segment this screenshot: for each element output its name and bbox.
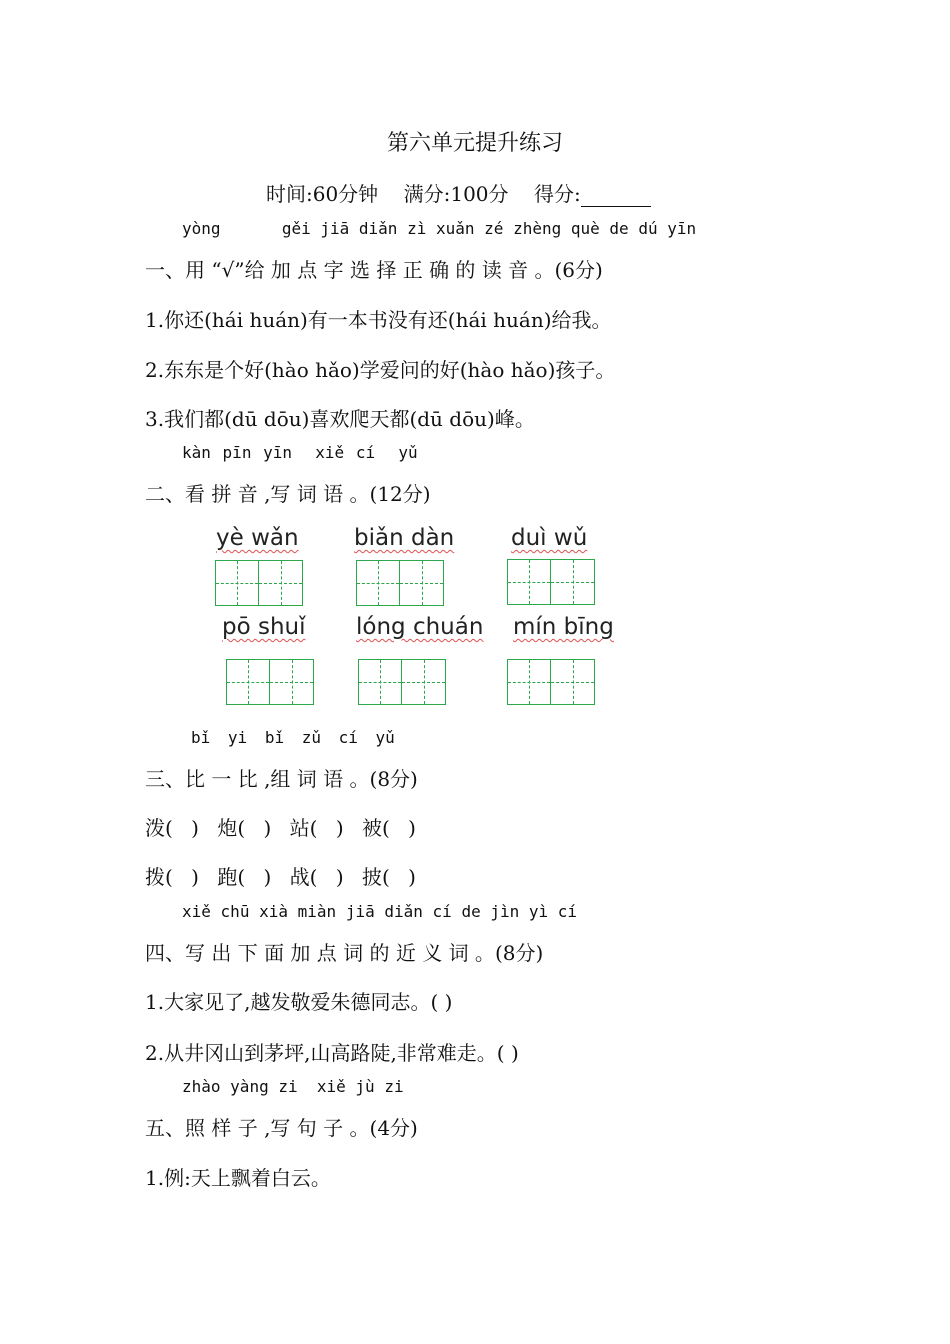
pinyin: de [609,219,629,238]
s3-heading [145,763,418,792]
s5-title: 五、照 样 子 ,写 句 子 。 [145,1116,370,1140]
s1-score: (6分) [554,258,603,282]
pinyin-word: yè wǎn [216,525,299,551]
s1-title-start: 一、用 [145,258,205,282]
pinyin: diǎn [358,219,398,238]
check-mark-icon: “√” [211,258,245,282]
pinyin: xiě [315,443,345,462]
pinyin-word: duì wǔ [511,525,588,551]
s5-item-1: 1.例:天上飘着白云。 [145,1166,331,1190]
s4-title: 四、写 出 下 面 加 点 词 的 近 义 词 。 [145,941,495,965]
s3-row-2 [145,861,416,890]
s5-pinyin-row [182,1077,404,1096]
s4-heading [145,937,543,966]
pinyin: zhào [182,1077,221,1096]
grid-cell[interactable] [356,560,400,606]
grid-cell[interactable] [507,559,551,605]
pinyin: xiě [182,902,211,921]
time-label: 时间:60分钟 [266,182,379,206]
word-pair-item[interactable]: 拨( ) [145,865,199,889]
pinyin: dú [638,219,658,238]
s1-pinyin-row [182,219,696,238]
s3-score: (8分) [369,767,418,791]
pinyin: zé [484,219,504,238]
s5-score: (4分) [369,1116,418,1140]
pinyin: zǔ [301,728,321,747]
full-score-label: 满分:100分 [403,182,509,206]
pinyin: gěi [281,219,311,238]
pinyin: xuǎn [435,219,475,238]
score-label: 得分: [533,182,581,206]
pinyin: yīn [667,219,697,238]
word-pair-item[interactable]: 跑( ) [217,865,272,889]
s5-heading [145,1112,418,1141]
meta-line [266,178,651,207]
pinyin: yi [227,728,248,747]
word-pair-item[interactable]: 炮( ) [217,816,272,840]
pinyin: kàn [182,443,211,462]
grid-cell[interactable] [402,659,446,705]
pinyin-word: pō shuǐ [222,614,306,640]
grid-cell[interactable] [259,560,303,606]
pinyin: miàn [297,902,337,921]
pinyin: què [570,219,600,238]
s1-title-rest: 给 加 点 字 选 择 正 确 的 读 音 。 [244,258,555,282]
pinyin: zì [407,219,427,238]
grid-cell[interactable] [507,659,551,705]
word-pair-item[interactable]: 被( ) [361,816,416,840]
s1-item-3: 3.我们都(dū dōu)喜欢爬天都(dū dōu)峰。 [145,407,535,431]
pinyin: bǐ [264,728,285,747]
grid-cell[interactable] [551,559,595,605]
word-pair-item[interactable]: 泼( ) [145,816,199,840]
grid-cell[interactable] [226,659,270,705]
s2-heading [145,478,431,507]
s2-title: 二、看 拼 音 ,写 词 语 。 [145,482,370,506]
pinyin: yǔ [375,728,395,747]
pinyin-word: biǎn dàn [354,525,455,551]
grid-cell[interactable] [358,659,402,705]
writing-grid[interactable] [215,560,303,606]
s1-heading [145,254,603,283]
score-blank[interactable] [581,186,651,207]
s3-pinyin-row [191,728,395,747]
pinyin: jìn [490,902,520,921]
grid-cell[interactable] [400,560,444,606]
s2-pinyin-row [182,443,418,462]
pinyin: cí [338,728,358,747]
pinyin: zi [384,1077,404,1096]
page-title: 第六单元提升练习 [387,131,564,156]
pinyin-word: mín bīng [513,614,614,640]
pinyin: diǎn [384,902,423,921]
grid-cell[interactable] [215,560,259,606]
grid-cell[interactable] [270,659,314,705]
writing-grid[interactable] [226,659,314,705]
s4-pinyin-row [182,902,577,921]
writing-grid[interactable] [358,659,446,705]
pinyin: xià [259,902,288,921]
pinyin: jiā [320,219,350,238]
pinyin: de [461,902,481,921]
writing-grid[interactable] [507,659,595,705]
pinyin: zhèng [513,219,562,238]
pinyin: xiě [316,1077,346,1096]
s3-row-1 [145,812,416,841]
pinyin: jiā [345,902,375,921]
s1-item-1: 1.你还(hái huán)有一本书没有还(hái huán)给我。 [145,308,612,332]
s4-item-1: 1.大家见了,越发敬爱朱德同志。( ) [145,990,453,1014]
s1-item-2: 2.东东是个好(hào hǎo)学爱问的好(hào hǎo)孩子。 [145,358,616,382]
pinyin: cí [557,902,578,921]
pinyin: yòng [182,219,221,238]
word-pair-item[interactable]: 站( ) [289,816,344,840]
pinyin-word: lóng chuán [356,614,484,640]
s3-title: 三、比 一 比 ,组 词 语 。 [145,767,370,791]
writing-grid[interactable] [356,560,444,606]
pinyin: yàng [230,1077,269,1096]
s4-score: (8分) [494,941,544,965]
grid-cell[interactable] [551,659,595,705]
pinyin: zi [278,1077,298,1096]
pinyin: cí [432,902,452,921]
pinyin: jù [355,1077,375,1096]
s2-score: (12分) [369,482,431,506]
word-pair-item[interactable]: 战( ) [289,865,344,889]
pinyin: pīn [222,443,252,462]
pinyin: cí [355,443,376,462]
pinyin: chū [220,902,250,921]
pinyin: bǐ [191,728,211,747]
pinyin: yīn [263,443,292,462]
pinyin: yǔ [398,443,418,462]
word-pair-item[interactable]: 披( ) [361,865,416,889]
writing-grid[interactable] [507,559,595,605]
pinyin: yì [528,902,549,921]
s4-item-2: 2.从井冈山到茅坪,山高路陡,非常难走。( ) [145,1041,519,1065]
